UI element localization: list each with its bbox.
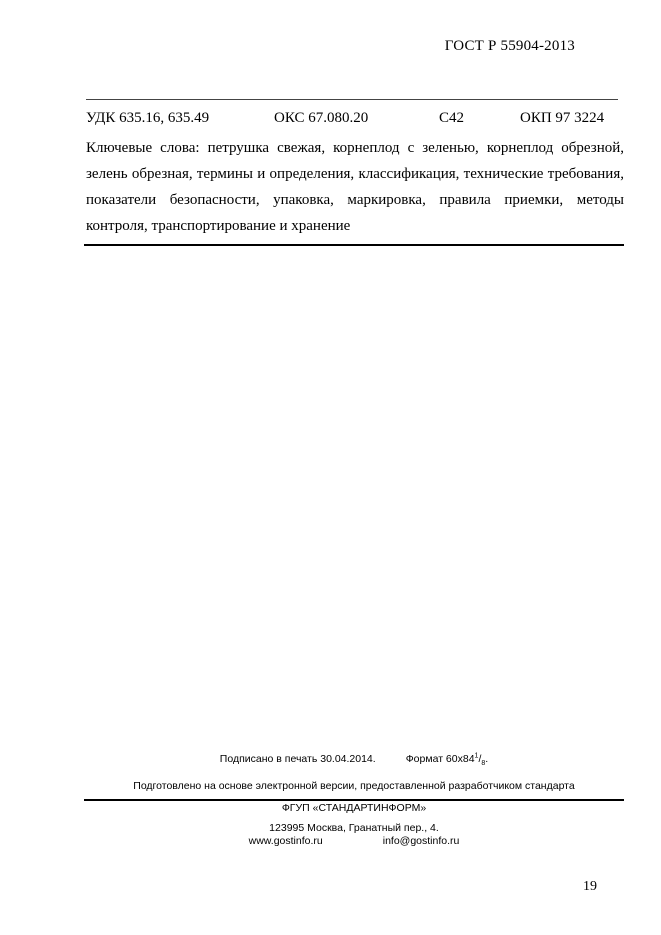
prepared-note: Подготовлено на основе электронной версии, предоставленной разработчиком стандарта — [133, 780, 575, 792]
keywords-divider — [84, 244, 624, 246]
header-divider — [86, 99, 618, 100]
paper-format-sup: 1 — [474, 752, 479, 760]
page-number: 19 — [583, 879, 597, 894]
paper-format-label: Формат 60х84 — [405, 753, 475, 765]
publisher-address: 123995 Москва, Гранатный пер., 4. — [269, 822, 439, 834]
publisher-name: ФГУП «СТАНДАРТИНФОРМ» — [281, 802, 427, 814]
website-link[interactable]: www.gostinfo.ru — [248, 835, 323, 847]
oks-code: ОКС 67.080.20 — [274, 110, 369, 126]
signed-line — [84, 752, 624, 768]
paper-format-sub: 8 — [481, 760, 486, 768]
okp-code: ОКП 97 3224 — [520, 110, 605, 126]
paper-format: Формат $60х84^1/_8$. — [405, 752, 489, 768]
category-code: С42 — [439, 110, 465, 126]
document-code: ГОСТ Р 55904-2013 — [444, 38, 575, 54]
keywords-paragraph: Ключевые слова: петрушка свежая, корнеплод с зеленью, корнеплод обрезной, зелень обрезная, термины и определения, классификация, технические требования, показатели безопасности, упаковка, маркировка, правила приемки, методы контроля, транспортирование и хранение — [86, 140, 624, 234]
signed-date: Подписано в печать 30.04.2014. — [219, 753, 376, 765]
udk-code: УДК 635.16, 635.49 — [86, 110, 210, 126]
contact-line — [84, 835, 624, 847]
email-link[interactable]: info@gostinfo.ru — [382, 835, 460, 847]
imprint-divider — [84, 799, 624, 801]
